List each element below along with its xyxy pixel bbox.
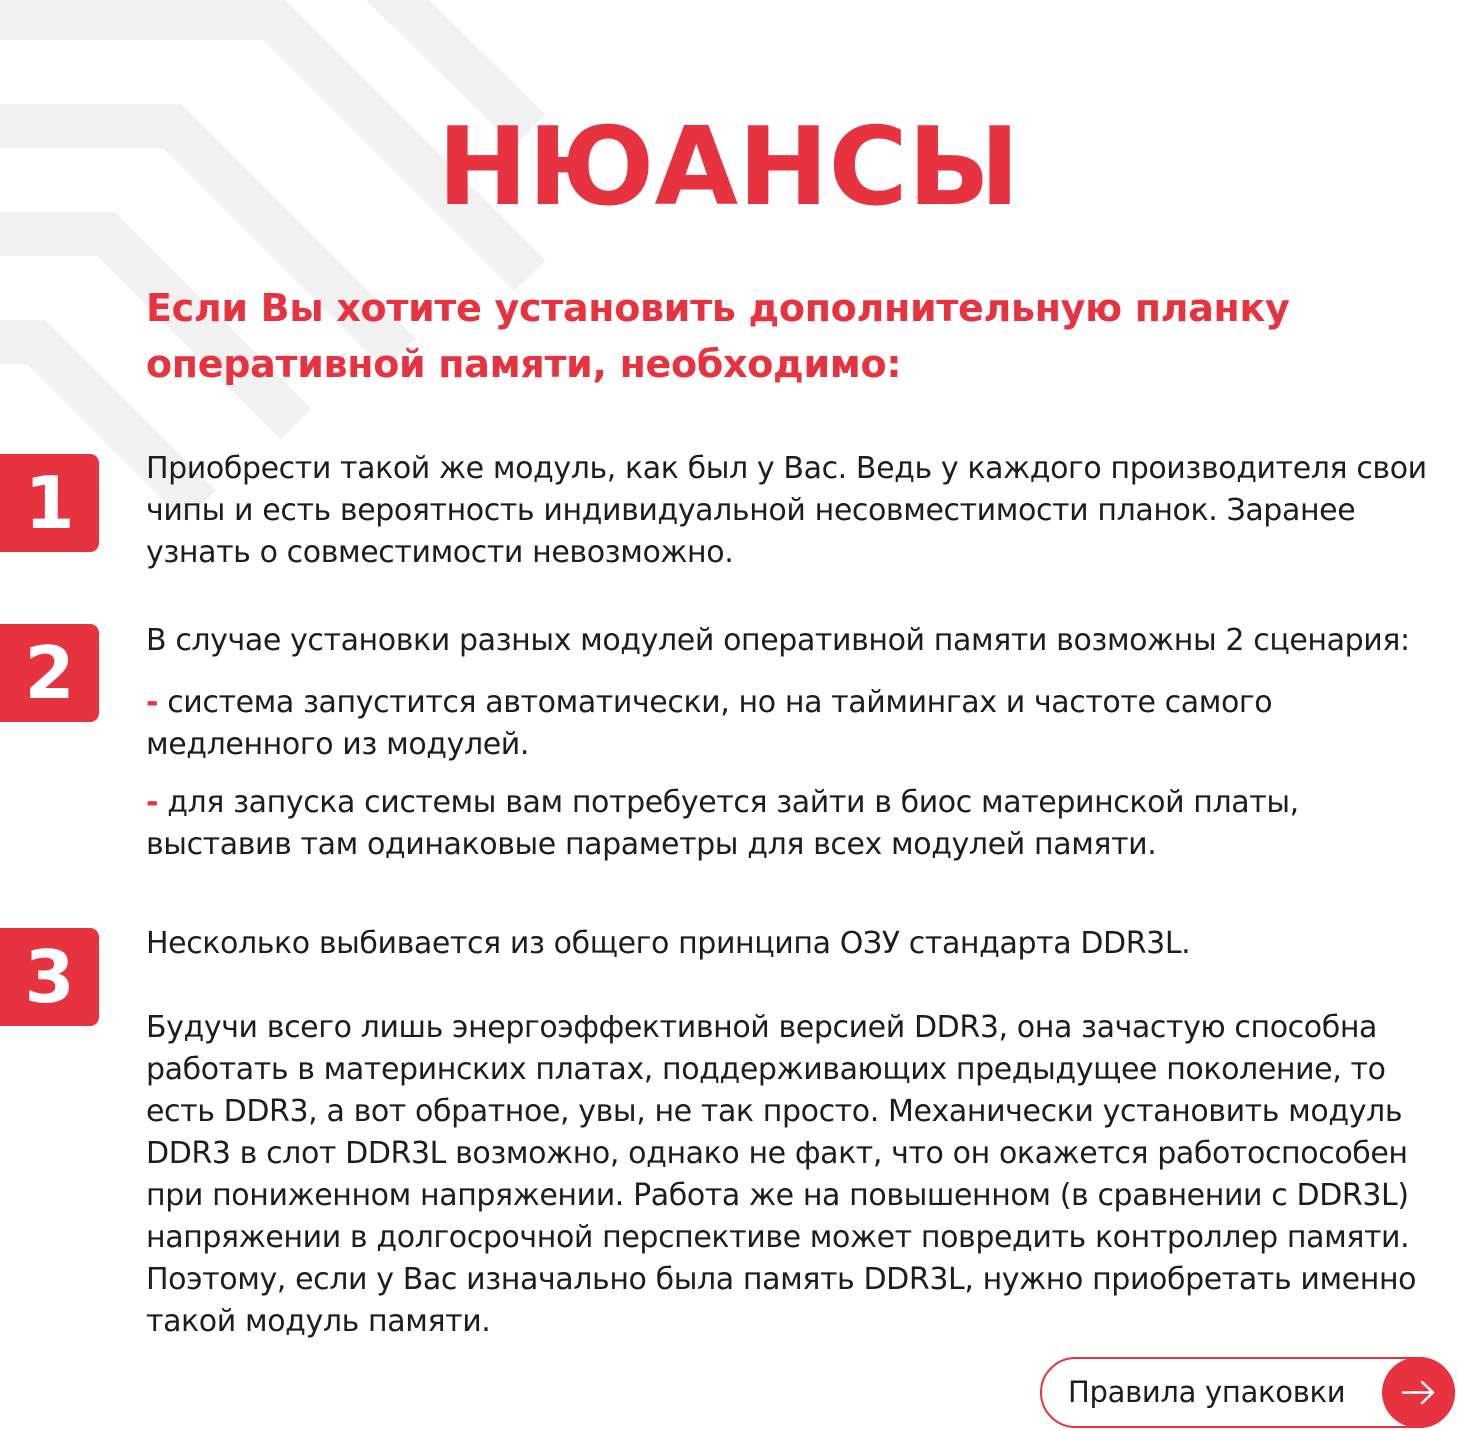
packaging-rules-label: Правила упаковки [1068,1375,1346,1409]
bullet-dash: - [146,785,159,820]
step-1-paragraph: Приобрести такой же модуль, как был у Вас. Ведь у каждого производителя свои чипы и есть вероятность индивидуальной несовместимости планок. Заранее узнать о совместимости невозможно. [146,451,1427,570]
bullet-dash: - [146,685,159,720]
step-2-text [146,620,1436,866]
step-3-lead: Несколько выбивается из общего принципа ОЗУ стандарта DDR3L. [146,926,1191,961]
step-1-badge: 1 [0,454,99,552]
page-subtitle: Если Вы хотите установить дополнительную планку оперативной памяти, необходимо: [146,286,1290,386]
step-2-bullet-1 [146,682,1436,766]
step-2-badge: 2 [0,624,99,722]
bullet-text: система запустится автоматически, но на таймингах и частоте самого медленного из модулей. [146,685,1273,762]
packaging-rules-button[interactable] [1040,1357,1455,1428]
step-1-text [146,448,1436,574]
page-title: НЮАНСЫ [437,105,1020,230]
arrow-right-icon[interactable] [1382,1357,1455,1428]
step-3-text [146,923,1436,1343]
step-2-bullet-2 [146,782,1436,866]
step-3-body: Будучи всего лишь энергоэффективной версией DDR3, она зачастую способна работать в материнских платах, поддерживающих предыдущее поколение, то есть DDR3, а вот обратное, увы, не так просто. Механически установить модуль DDR3 в слот DDR3L возможно, однако не факт, что он окажется работоспособен при пониженном напряжении. Работа же на повышенном (в сравнении с DDR3L) напряжении в долгосрочной перспективе может повредить контроллер памяти. Поэтому, если у Вас изначально была память DDR3L, нужно приобретать именно такой модуль памяти. [146,1010,1417,1339]
bullet-text: для запуска системы вам потребуется зайти в биос материнской платы, выставив там одинаковые параметры для всех модулей памяти. [146,785,1299,862]
step-3-badge: 3 [0,928,99,1026]
step-2-intro: В случае установки разных модулей оперативной памяти возможны 2 сценария: [146,623,1410,658]
